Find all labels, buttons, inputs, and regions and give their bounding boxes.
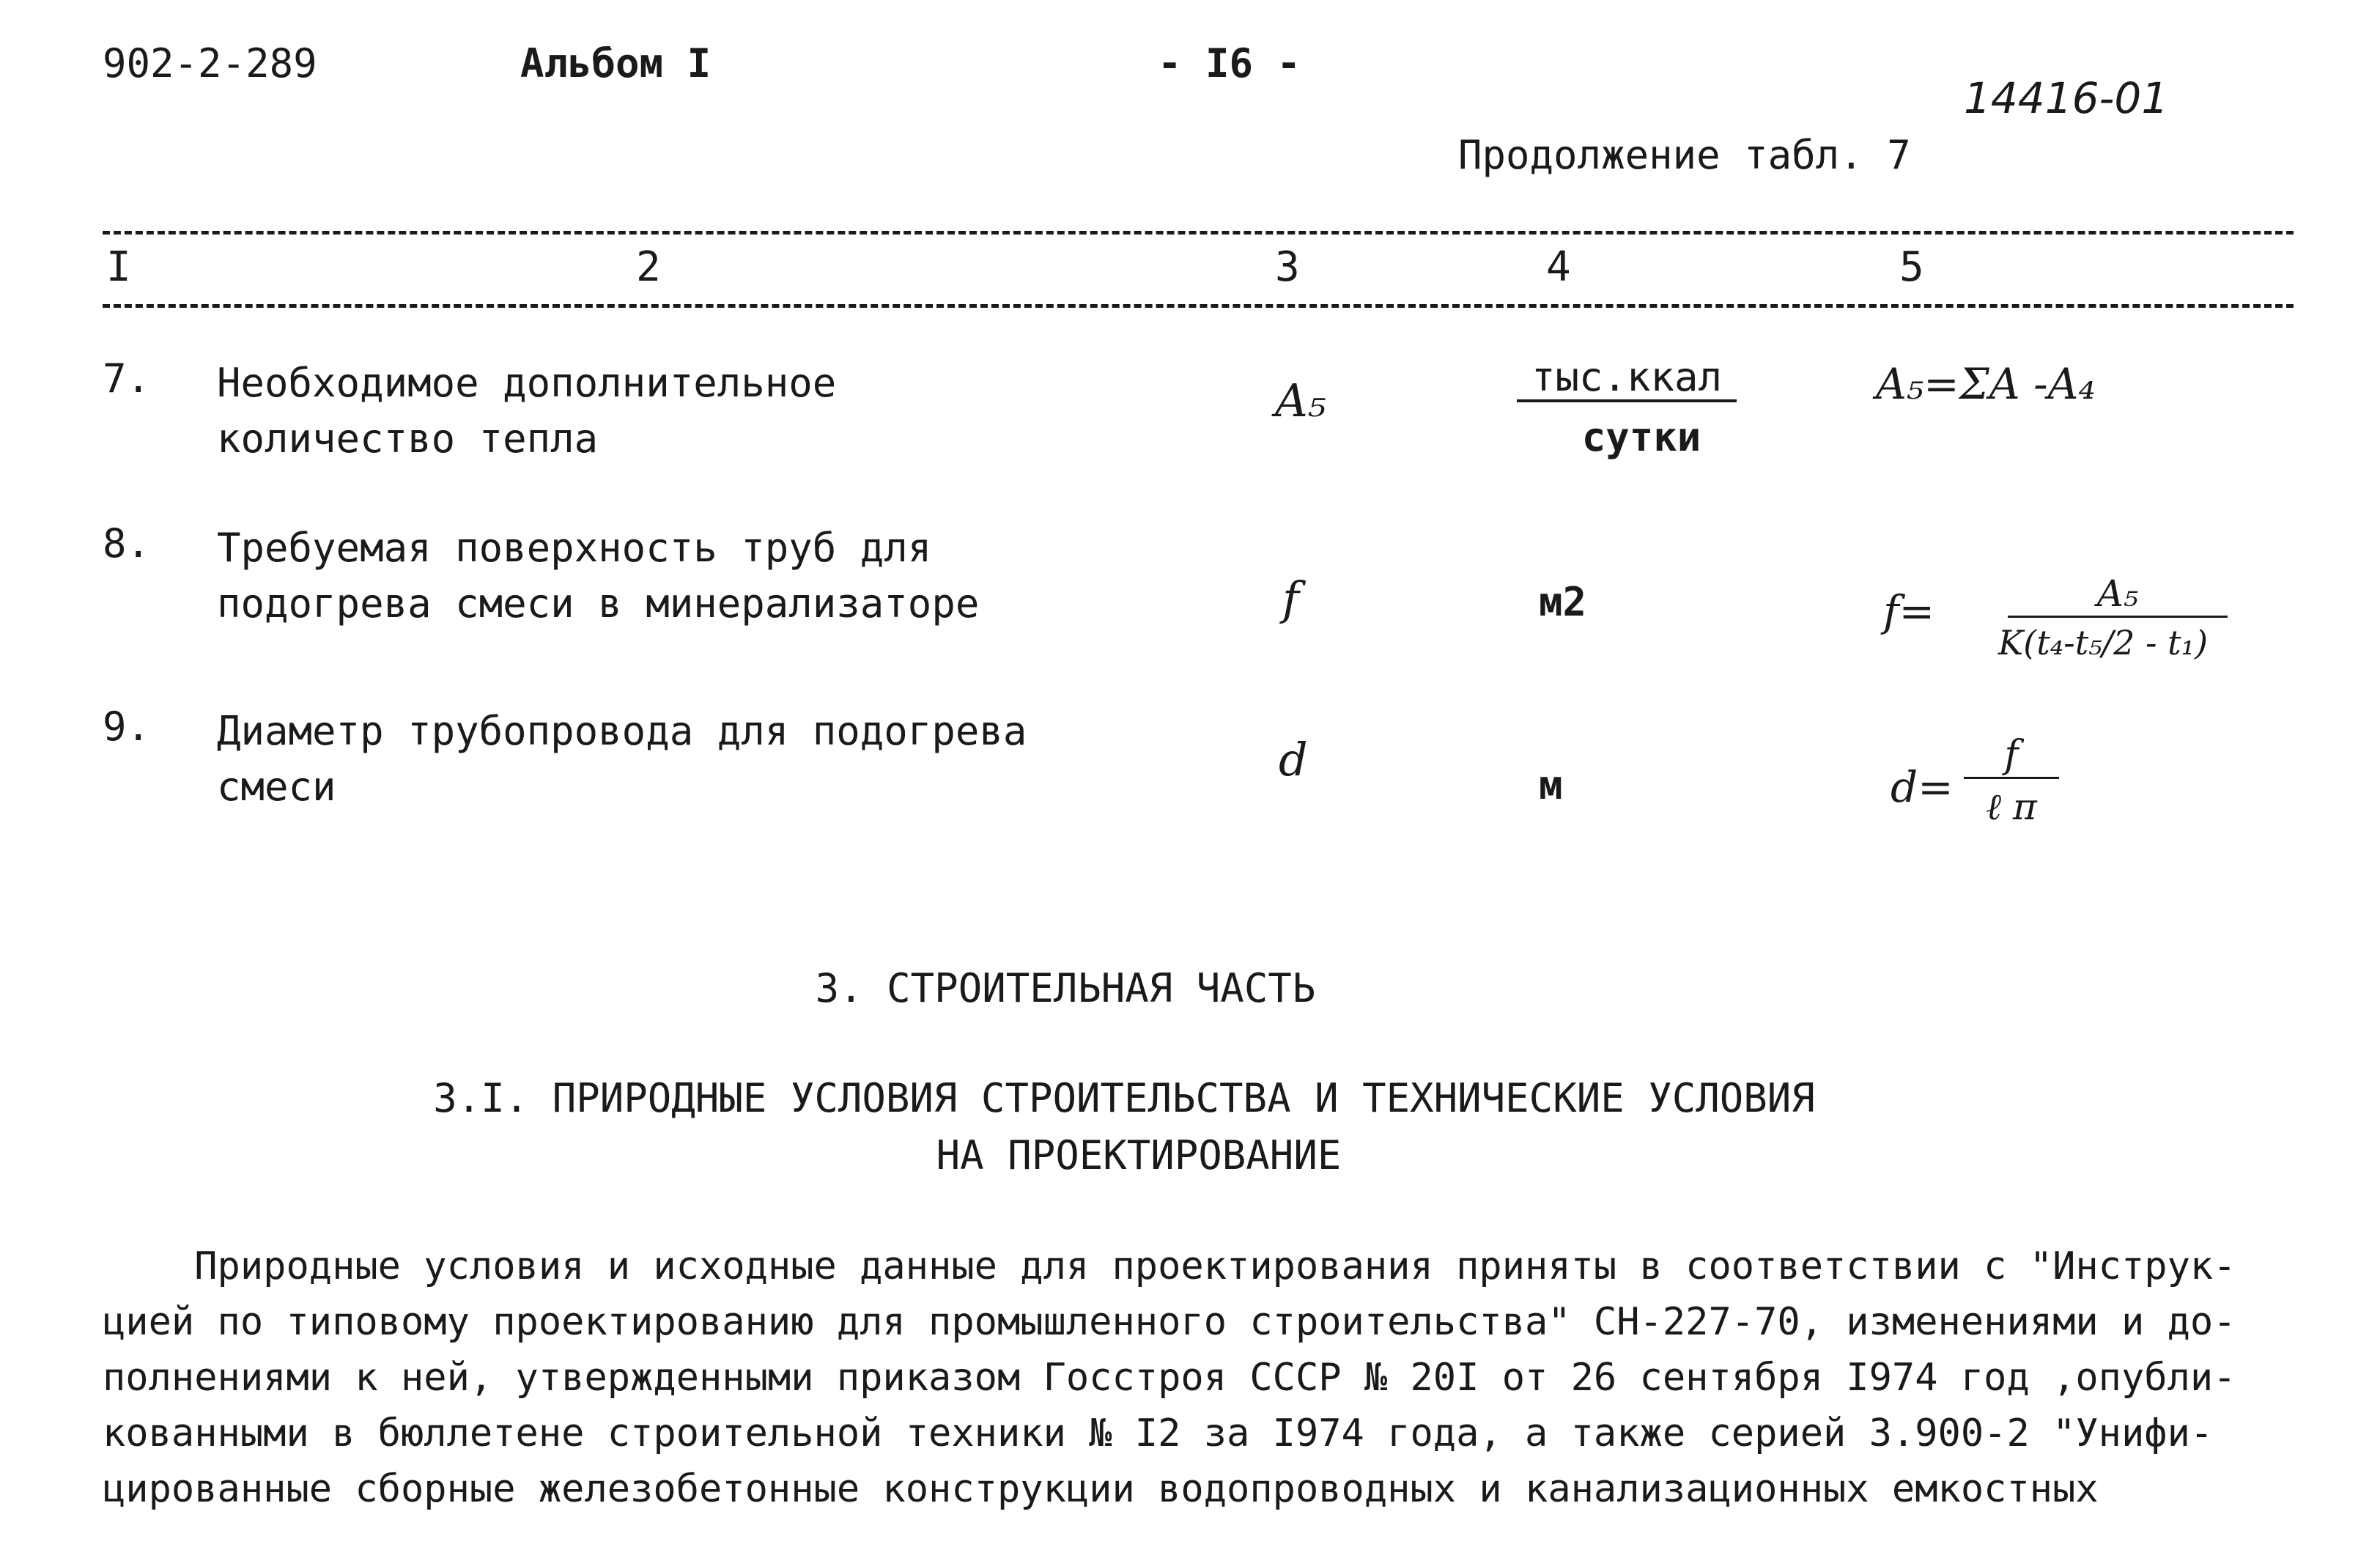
column-header-1: I [106, 243, 131, 291]
table-continuation-label: Продолжение табл. 7 [1458, 132, 1911, 178]
album-label: Альбом I [520, 40, 712, 86]
row-9-formula-lhs: d= [1891, 762, 1954, 812]
row-8-formula-denominator: K(t₄-t₅/2 - t₁) [1998, 623, 2209, 662]
row-9-symbol: d [1279, 733, 1308, 786]
row-9-formula-denominator: ℓ π [1986, 786, 2037, 828]
page-number: - I6 - [1158, 40, 1301, 86]
row-7-formula: A₅=ΣA -A₄ [1876, 359, 2096, 409]
row-8-symbol: f [1282, 572, 1299, 625]
column-header-4: 4 [1546, 243, 1571, 291]
paragraph-line: Природные условия и исходные данные для проектирования приняты в соответствии с "Инструк- [103, 1244, 2236, 1288]
row-8-formula-lhs: f= [1883, 586, 1935, 636]
paragraph-line: цированные сборные железобетонные конструкции водопроводных и канализационных емкостных [103, 1467, 2099, 1511]
paragraph-line: цией по типовому проектированию для промышленного строительства" СН-227-70, изменениями и до- [103, 1300, 2236, 1344]
document-code: 902-2-289 [103, 40, 317, 86]
body-paragraph [103, 1238, 2286, 1517]
column-header-5: 5 [1899, 243, 1924, 291]
row-8-formula-numerator: A₅ [2008, 572, 2228, 618]
row-7-number: 7. [103, 355, 151, 402]
paragraph-line: полнениями к ней, утвержденными приказом Госстроя СССР № 20I от 26 сентября I974 год ,опубли- [103, 1356, 2236, 1400]
table-top-rule [103, 231, 2294, 235]
archive-stamp-number: 14416-01 [1964, 73, 2169, 123]
row-9-description: Диаметр трубопровода для подогрева смеси [217, 708, 1027, 810]
subsection-title-line-1: 3.I. ПРИРОДНЫЕ УСЛОВИЯ СТРОИТЕЛЬСТВА И ТЕХНИЧЕСКИЕ УСЛОВИЯ [433, 1075, 1815, 1121]
paragraph-line: кованными в бюллетене строительной техники № I2 за I974 года, а также серией 3.900-2 "Унифи- [103, 1411, 2214, 1455]
table-header-rule [103, 304, 2294, 308]
row-7-symbol: A₅ [1275, 374, 1326, 427]
row-7-description: Необходимое дополнительное количество тепла [217, 360, 837, 462]
row-8-unit: м2 [1539, 579, 1587, 625]
row-8-number: 8. [103, 520, 151, 566]
row-9-number: 9. [103, 704, 151, 750]
subsection-title-line-2: НА ПРОЕКТИРОВАНИЕ [936, 1132, 1342, 1178]
section-title: 3. СТРОИТЕЛЬНАЯ ЧАСТЬ [815, 965, 1316, 1011]
column-header-3: 3 [1275, 243, 1300, 291]
row-8-description: Требуемая поверхность труб для подогрева смеси в минерализаторе [217, 525, 980, 627]
row-9-unit: м [1539, 762, 1563, 808]
row-9-formula-numerator: f [1964, 733, 2059, 779]
row-7-unit-denominator: сутки [1581, 414, 1701, 460]
column-header-2: 2 [636, 243, 661, 291]
row-7-unit-numerator: тыс.ккал [1517, 355, 1737, 402]
